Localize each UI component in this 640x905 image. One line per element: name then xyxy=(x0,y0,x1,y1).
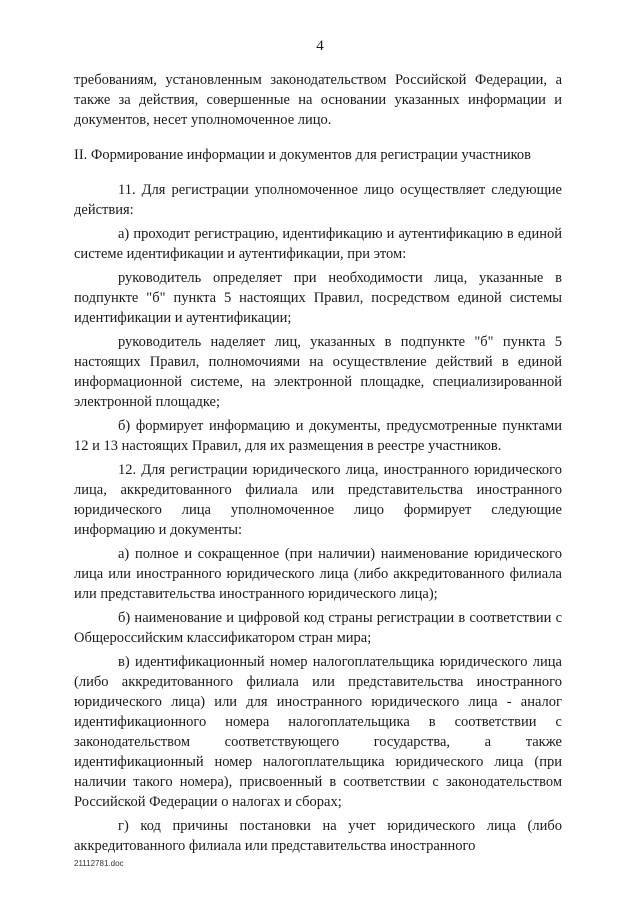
clause-12-g: г) код причины постановки на учет юридического лица (либо аккредитованного филиала или представительства иностранного xyxy=(74,818,562,854)
clause-11: 11. Для регистрации уполномоченное лицо осуществляет следующие действия: xyxy=(74,182,562,218)
clause-11-a-sub-1: руководитель определяет при необходимости лица, указанные в подпункте "б" пункта 5 настоящих Правил, посредством единой системы идентификации и аутентификации; xyxy=(74,270,562,326)
clause-11-a: а) проходит регистрацию, идентификацию и аутентификацию в единой системе идентификации и аутентификации, при этом: xyxy=(74,226,562,262)
section-heading: II. Формирование информации и документов для регистрации участников xyxy=(74,147,532,163)
clause-12: 12. Для регистрации юридического лица, иностранного юридического лица, аккредитованного филиала или представительства иностранного юридического лица уполномоченное лицо формирует следующие информацию и документы: xyxy=(74,462,562,538)
paragraph-continuation: требованиям, установленным законодательством Российской Федерации, а также за действия, совершенные на основании указанных информации и документов, несет уполномоченное лицо. xyxy=(74,72,562,128)
footer-filename: 21112781.doc xyxy=(74,859,124,868)
page-number: 4 xyxy=(316,38,324,54)
clause-11-b: б) формирует информацию и документы, предусмотренные пунктами 12 и 13 настоящих Правил, для их размещения в реестре участников. xyxy=(74,418,562,454)
clause-12-v: в) идентификационный номер налогоплательщика юридического лица (либо аккредитованного филиала или представительства иностранного юридического лица) или для иностранного юридического лица - аналог идентификационного номера налогоплательщика в соответствии с законодательством соответствующего государства, а также идентификационный номер налогоплательщика юридического лица (при наличии такого номера), присвоенный в соответствии с законодательством Российской Федерации о налогах и сборах; xyxy=(74,654,562,810)
clause-11-a-sub-2: руководитель наделяет лиц, указанных в подпункте "б" пункта 5 настоящих Правил, полномочиями на осуществление действий в единой информационной системе, на электронной площадке, специализированной электронной площадке; xyxy=(74,334,562,410)
clause-12-a: а) полное и сокращенное (при наличии) наименование юридического лица или иностранного юридического лица (либо аккредитованного филиала или представительства иностранного юридического лица); xyxy=(74,546,562,602)
clause-12-b: б) наименование и цифровой код страны регистрации в соответствии с Общероссийским классификатором стран мира; xyxy=(74,610,562,646)
document-body xyxy=(74,70,562,856)
